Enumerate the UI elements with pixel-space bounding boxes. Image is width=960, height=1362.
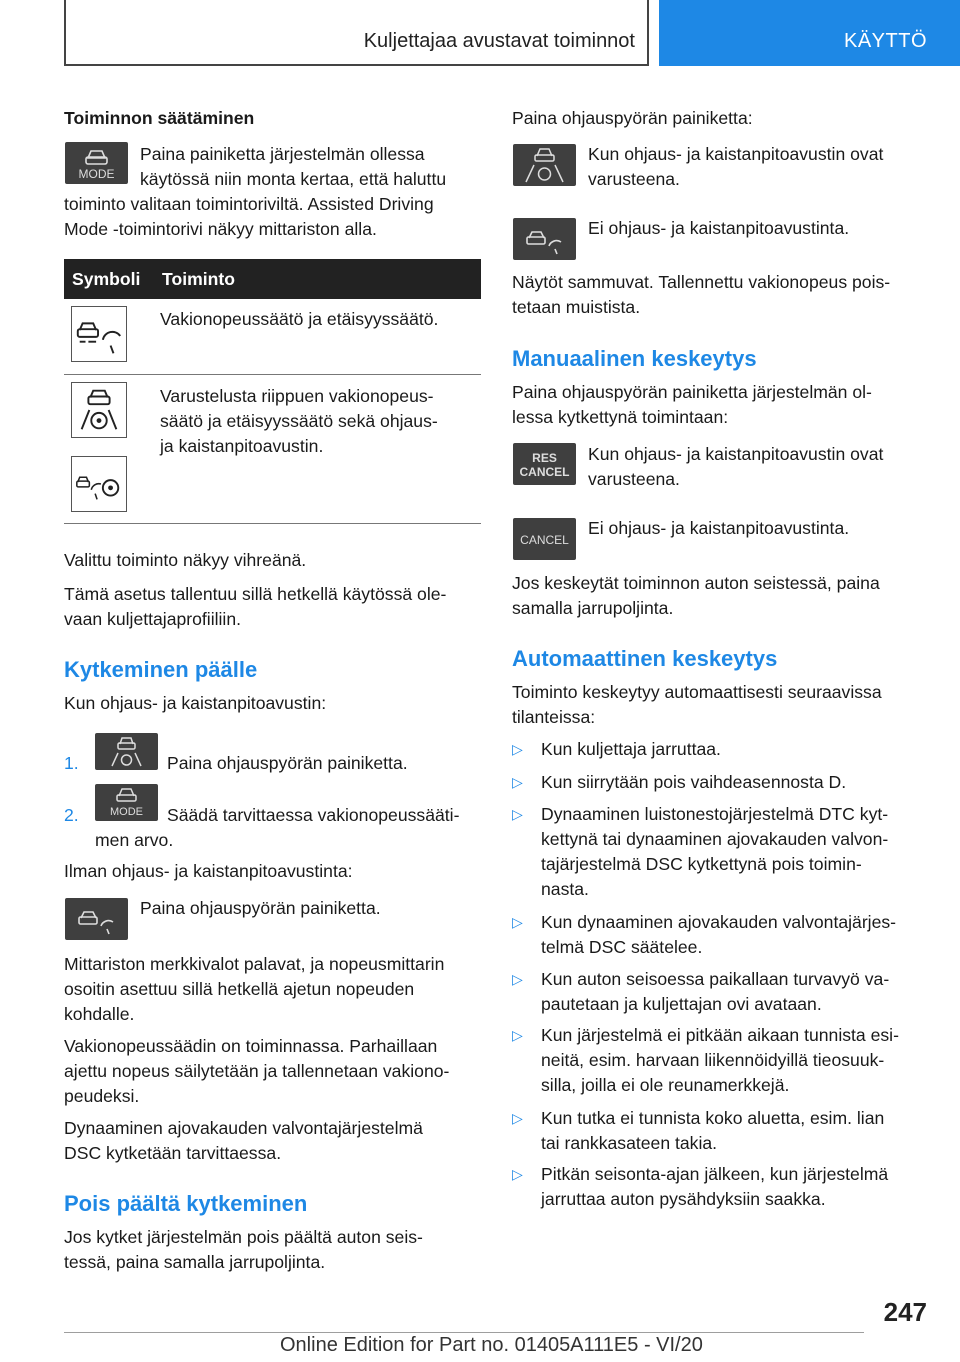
bullet-5-line-1: Kun auton seisoessa paikallaan turvavyö va-: [541, 969, 890, 989]
mode-small-label: MODE: [110, 806, 143, 818]
bullet-7-line-1: Kun tutka ei tunnista koko aluetta, esim. lian: [541, 1108, 885, 1128]
manual-with-line-2: varusteena.: [588, 469, 680, 489]
auto-line-1: Toiminto keskeytyy automaattisesti seuraavissa: [512, 682, 882, 702]
table-header-symbol: Symboli: [72, 269, 141, 289]
footer-divider: [64, 1332, 864, 1333]
intro-line-1: Paina painiketta järjestelmän ollessa: [140, 144, 425, 164]
bullet-3-line-2: kettynä tai dynaaminen ajovakauden valvon-: [541, 829, 889, 849]
header-chapter-title: KÄYTTÖ: [843, 30, 927, 52]
table-row-2-line-1: Varustelusta riippuen vakionopeus-: [160, 386, 434, 406]
without-assist-action: Paina ohjauspyörän painiketta.: [140, 898, 381, 918]
bullet-6-line-1: Kun järjestelmä ei pitkään aikaan tunnista esi-: [541, 1025, 899, 1045]
bullet-8-line-1: Pitkän seisonta-ajan jälkeen, kun järjestelmä: [541, 1164, 889, 1184]
header-section: [64, 0, 649, 66]
table-row-2-line-3: ja kaistanpitoavustin.: [160, 436, 324, 456]
manual-without: Ei ohjaus- ja kaistanpitoavustinta.: [588, 518, 850, 538]
without-assist-note: Ilman ohjaus- ja kaistanpitoavustinta:: [64, 861, 353, 881]
paragraph-2-line-2: ajettu nopeus säilytetään ja tallennetaan vakiono-: [64, 1061, 450, 1081]
header-section-title: Kuljettajaa avustavat toiminnot: [363, 30, 635, 52]
auto-line-2: tilanteissa:: [512, 707, 596, 727]
mode-icon-label: MODE: [78, 167, 115, 181]
bullet-icon: ▷: [512, 914, 523, 930]
switch-on-intro: Kun ohjaus- ja kaistanpitoavustin:: [64, 693, 327, 713]
step-2-number: 2.: [64, 805, 79, 825]
bullet-icon: ▷: [512, 1110, 523, 1126]
with-assist-line-2: varusteena.: [588, 169, 680, 189]
bullet-4-line-1: Kun dynaaminen ajovakauden valvontajärjes-: [541, 912, 897, 932]
res-cancel-button-icon: [513, 443, 576, 485]
paragraph-1-line-1: Mittariston merkkivalot palavat, ja nopeusmittarin: [64, 954, 445, 974]
mode-button-icon: [65, 142, 128, 184]
bullet-icon: ▷: [512, 741, 523, 757]
switch-off-line-1: Jos kytket järjestelmän pois päältä auton seis-: [64, 1227, 423, 1247]
paragraph-1-line-3: kohdalle.: [64, 1004, 135, 1024]
table-row-2-line-2: säätö ja etäisyyssäätö sekä ohjaus-: [160, 411, 438, 431]
steering-wheel-button-icon: [95, 733, 158, 770]
intro-line-2: käytössä niin monta kertaa, että haluttu: [140, 169, 447, 189]
bullet-1: Kun kuljettaja jarruttaa.: [541, 739, 721, 759]
saved-line-1: Tämä asetus tallentuu sillä hetkellä käytössä ole-: [64, 584, 447, 604]
page-number: 247: [883, 1297, 927, 1327]
heading-auto-interrupt: Automaattinen keskeytys: [512, 646, 778, 671]
steering-assist-button-icon: [513, 144, 576, 186]
table-row-1-text: Vakionopeussäätö ja etäisyyssäätö.: [160, 309, 439, 329]
table-bottom-divider: [64, 523, 481, 524]
bullet-icon: ▷: [512, 1027, 523, 1043]
display-line-2: tetaan muistista.: [512, 297, 641, 317]
table-header: [64, 259, 481, 299]
manual-line-1: Paina ohjauspyörän painiketta järjestelmän ol-: [512, 382, 872, 402]
bullet-4-line-2: telmä DSC säätelee.: [541, 937, 703, 957]
without-assist-right: Ei ohjaus- ja kaistanpitoavustinta.: [588, 218, 850, 238]
bullet-icon: ▷: [512, 774, 523, 790]
bullet-5-line-2: pautetaan ja kuljettajan ovi avataan.: [541, 994, 822, 1014]
bullet-3-line-3: tajärjestelmä DSC kytkettynä pois toimin-: [541, 854, 862, 874]
heading-manual-interrupt: Manuaalinen keskeytys: [512, 346, 757, 371]
steering-assist-icon: [71, 382, 127, 438]
bullet-3-line-4: nasta.: [541, 879, 589, 899]
bullet-7-line-2: tai rankkasateen takia.: [541, 1133, 718, 1153]
mode-button-small-icon: [95, 784, 158, 821]
bullet-6-line-2: neitä, esim. harvaan liikennöidyillä tieosuuk-: [541, 1050, 885, 1070]
switch-off-line-2: tessä, paina samalla jarrupoljinta.: [64, 1252, 326, 1272]
res-cancel-label: CANCEL: [519, 465, 570, 479]
bullet-6-line-3: silla, joilla ei ole reunamerkkejä.: [541, 1075, 790, 1095]
step-2-line-1: Säädä tarvittaessa vakionopeussääti-: [167, 805, 460, 825]
intro-line-4: Mode -toimintorivi näkyy mittariston alla.: [64, 219, 377, 239]
table-header-function: Toiminto: [162, 269, 235, 289]
header-chapter: [659, 0, 960, 66]
saved-line-2: vaan kuljettajaprofiiliin.: [64, 609, 242, 629]
bullet-8-line-2: jarruttaa auton pysähdyksiin saakka.: [541, 1189, 826, 1209]
cruise-button-icon: [65, 898, 128, 940]
cruise-button-icon-right: [513, 218, 576, 260]
bullet-icon: ▷: [512, 971, 523, 987]
step-2-line-2: men arvo.: [95, 830, 174, 850]
paragraph-2-line-3: peudeksi.: [64, 1086, 140, 1106]
manual-line-2: lessa kytkettynä toimintaan:: [512, 407, 729, 427]
bullet-icon: ▷: [512, 1166, 523, 1182]
standstill-line-1: Jos keskeytät toiminnon auton seistessä, paina: [512, 573, 880, 593]
cancel-button-icon: [513, 518, 576, 560]
heading-switch-on: Kytkeminen päälle: [64, 657, 258, 682]
cancel-label: CANCEL: [520, 533, 569, 547]
right-intro: Paina ohjauspyörän painiketta:: [512, 108, 753, 128]
green-note: Valittu toiminto näkyy vihreänä.: [64, 550, 307, 570]
table-divider: [64, 374, 481, 375]
standstill-line-2: samalla jarrupoljinta.: [512, 598, 674, 618]
bullet-icon: ▷: [512, 806, 523, 822]
paragraph-1-line-2: osoitin asettuu sillä hetkellä ajetun nopeuden: [64, 979, 415, 999]
step-1-number: 1.: [64, 753, 79, 773]
heading-switch-off: Pois päältä kytkeminen: [64, 1191, 308, 1216]
intro-line-3: toiminto valitaan toimintoriviltä. Assisted Driving: [64, 194, 434, 214]
step-1-text: Paina ohjauspyörän painiketta.: [167, 753, 408, 773]
paragraph-3-line-2: DSC kytketään tarvittaessa.: [64, 1143, 282, 1163]
manual-with-line-1: Kun ohjaus- ja kaistanpitoavustin ovat: [588, 444, 884, 464]
res-label: RES: [532, 451, 557, 465]
display-line-1: Näytöt sammuvat. Tallennettu vakionopeus pois-: [512, 272, 891, 292]
paragraph-2-line-1: Vakionopeussäädin on toiminnassa. Parhaillaan: [64, 1036, 438, 1056]
with-assist-line-1: Kun ohjaus- ja kaistanpitoavustin ovat: [588, 144, 884, 164]
bullet-2: Kun siirrytään pois vaihdeasennosta D.: [541, 772, 847, 792]
cruise-steering-icon: [71, 456, 127, 512]
footer-edition: Online Edition for Part no. 01405A111E5 - VI/20: [280, 1334, 703, 1356]
bullet-3-line-1: Dynaaminen luistonestojärjestelmä DTC kyt-: [541, 804, 889, 824]
cruise-distance-icon: [71, 306, 127, 362]
section-title: Toiminnon säätäminen: [64, 108, 255, 128]
paragraph-3-line-1: Dynaaminen ajovakauden valvontajärjestelmä: [64, 1118, 423, 1138]
